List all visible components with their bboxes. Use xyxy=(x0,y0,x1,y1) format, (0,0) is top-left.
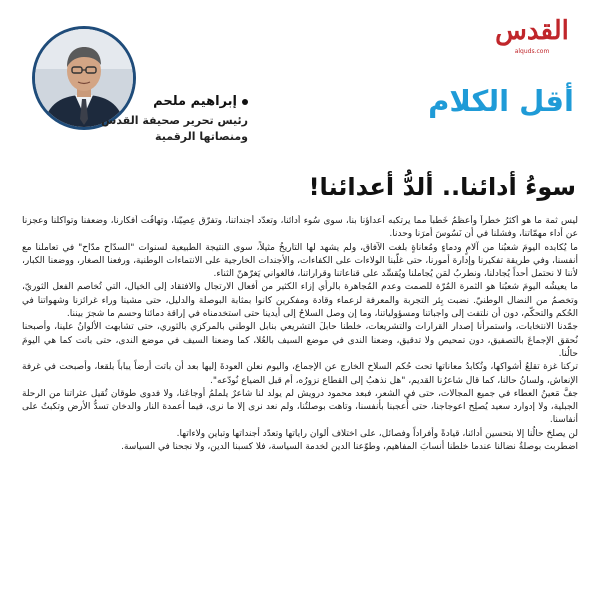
article-paragraph: ما يُكابده اليومَ شعبُنا من آلامٍ ودماءٍ ومُعاناةٍ بلغت الآفاق، ولم يشهد لها التاريخُ مثيلاً، سوى النتيجة الطبيعية لسنوات "السدّاح مدّاح" في تعاملنا مع أنفسنا، وفي طريقة تفكيرنا وإدارة أمورنا، حتى غلّبنا الولاءات على الكفاءات، والأجندات الخارجية على الانتماءات الوطنية، ورفعنا الصغار، ووضعنا الكبار، لأننا لا نحتمل أحداً يُجادلنا، ونطربُ لمَن يُجاملنا ويُقسِّد على قناعاتنا وقراراتنا، فالغواني يَغرّهنّ الثناء. xyxy=(22,242,578,280)
article-paragraph: تركنا غزة تقلعُ أشواكها، وتُكابدُ معاناتها تحت حُكم السلاح الخارج عن الإجماع، واليوم نعلن العودةَ إليها بعد أن باتت أرضاً يباباً بلقعا، وأصبحت في غرفة الإنعاش، ولسانُ حالنا، كما قال شاعرُنا القديم، "هل نذهبُ إلى القطاع نزورُه، أم قبل الضياع نُودّعه". xyxy=(22,362,578,386)
logo-text: القدس xyxy=(495,16,569,46)
author-name: إبراهيم ملحم xyxy=(153,94,237,109)
article-paragraph: جمّدنا الانتخابات، واستمرأنا إصدار القرارات والتشريعات، خلطنا حابلَ التشريعي بنابل الوطني بالمركزي بالثوري، حتى تشابهت الألوانُ علينا، وأصبحنا نُحقق الإجماعَ بالتصفيق، دون تمحيص ولا تدقيق، وضعنا الندى في موضع السيف بالعُلا، كما وضعنا السيف في موضع الندى، حتى باتت كما هي اليومَ حالُنا. xyxy=(22,322,578,359)
article-body xyxy=(22,215,578,594)
column-title: أقل الكلام xyxy=(428,84,574,118)
bullet-icon xyxy=(242,99,248,105)
author-info xyxy=(48,93,248,145)
article-paragraph: جفَّ مَعينُ العطاء في جميع المجالات، حتى في الشعر، فبعد محمود درويش لم يولد لنا شاعرٌ يلملمُ أوجاعَنا، ولا فدوى طوقان تُقيل عثراتنا من الرحلة الجبلية، ولا إدوارد سعيد يُصلِح اعوجاجنا، حتى أُعجبنا بأنفسنا، وتاهت بوصلتُنا، ولم نعد نرى إلا ما نرى، فيما أعمدة النار والدخان تسدُّ الأرض وتكبتُ على أنفاسنا. xyxy=(22,388,578,426)
article-paragraph: اضطربت بوصلةُ نضالنا عندما خلطنا أنسابَ المفاهيم، وطوّعنا الدين لخدمة السياسة، فلا كسبنا الدين، ولا نجحنا في السياسة. xyxy=(121,442,578,453)
logo-subtext: alquds.com xyxy=(514,48,550,55)
author-name-row xyxy=(48,93,248,111)
author-role-line2: ومنصاتها الرقمية xyxy=(155,130,248,143)
article-paragraph: ما يعيشُه اليومَ شعبُنا هو الثمرة المُرّة للصمت وعدم المُجاهرة بالرأي إزاء الكثير من أفعال الارتجال والافتقاد إلى الخيال، التي تُخاصم الفعل الثوريّ، وتخصمُ من النضال الوطنيّ. نضبت بِئر التجربة والمعرفة لزعماء وقادة ومفكرين كانوا بمثابة البوصلة والدليل، حتى مشينا وراء غرائزنا وشهواتنا في الحُكم والتحكّم، دون أن نلتفت إلى واجباتنا ومسؤولياتنا، وما إن وصل السلاحُ إلى أيدينا حتى استخدمناه في إراقة دمائنا وحسم ما شجرَ بيننا. xyxy=(22,282,578,320)
article-paragraph: ليس ثمة ما هو أكثرُ خطراً وأعظمُ خَطباً مما يرتكبه أعداؤنا بنا، سوى سُوء أدائنا، وتعدّد أجنداتنا، وتفرّق عِصِيّنا، وتهافُت أفكارنا، وضعفنا وتواكلنا وعجزنا عن أداء مهمّاتنا، وفشلنا في أن نَسُوسَ أمرَنا وحدنا. xyxy=(22,216,578,240)
article-paragraph: لن يصلحَ حالُنا إلا بتحسين أدائنا، قيادةً وأفراداً وفصائل، على اختلاف ألوان راياتها وتعدّد أجنداتها وتباين ولاءاتها. xyxy=(176,428,578,439)
article-headline: سوءُ أدائنا.. ألدُّ أعدائنا! xyxy=(308,173,576,201)
author-role-line1: رئيس تحرير صحيفة القدس xyxy=(101,114,248,127)
newspaper-logo[interactable] xyxy=(486,14,578,66)
